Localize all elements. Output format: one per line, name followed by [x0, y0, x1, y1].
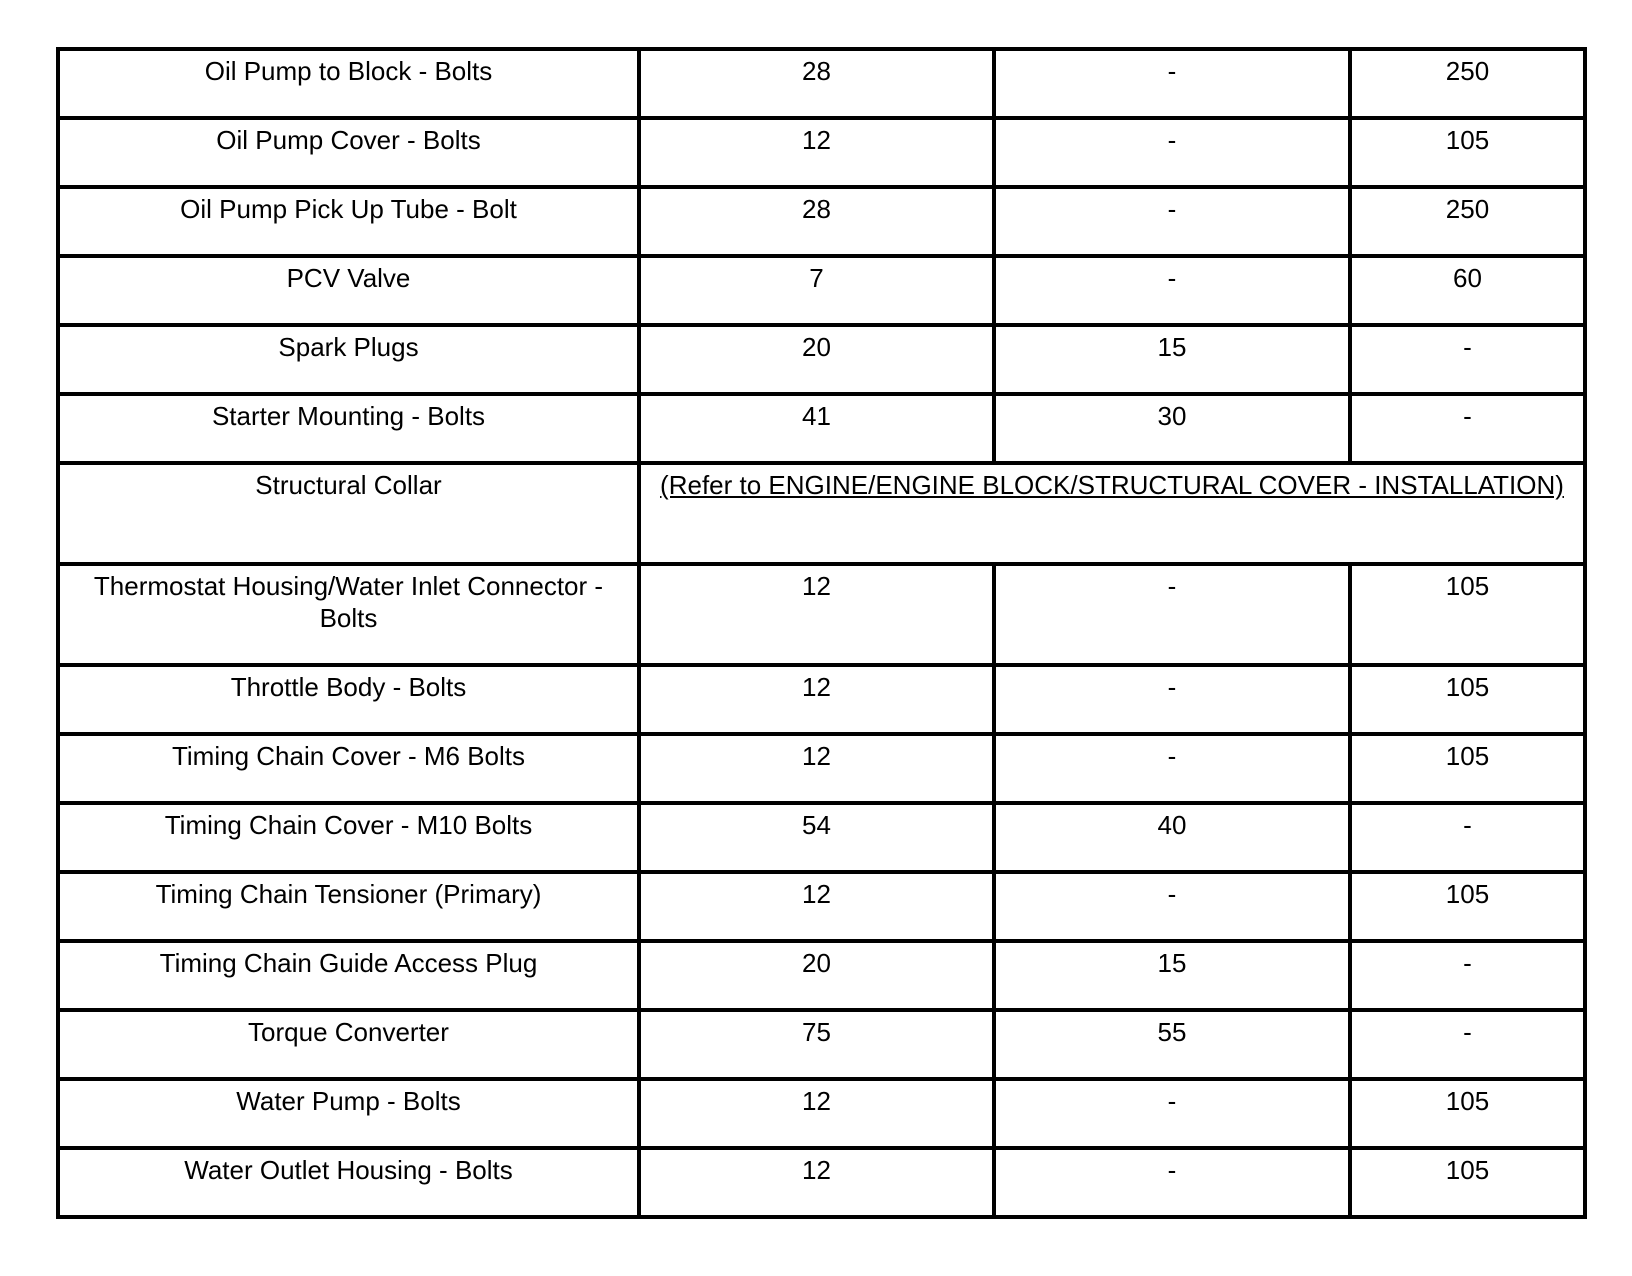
- structural-cover-installation-link[interactable]: (Refer to ENGINE/ENGINE BLOCK/STRUCTURAL COVER - INSTALLATION): [660, 470, 1564, 500]
- inlbs-cell: -: [1350, 325, 1585, 394]
- inlbs-cell: -: [1350, 803, 1585, 872]
- ftlbs-cell: -: [994, 256, 1350, 325]
- table-row: [58, 803, 1585, 872]
- inlbs-cell: 105: [1350, 1079, 1585, 1148]
- inlbs-cell: -: [1350, 941, 1585, 1010]
- inlbs-cell: 105: [1350, 1148, 1585, 1217]
- nm-cell: 54: [639, 803, 994, 872]
- table-row: [58, 256, 1585, 325]
- inlbs-cell: 250: [1350, 187, 1585, 256]
- ftlbs-cell: -: [994, 1148, 1350, 1217]
- description-cell: Water Pump - Bolts: [58, 1079, 639, 1148]
- nm-cell: 12: [639, 1079, 994, 1148]
- table-row: [58, 941, 1585, 1010]
- nm-cell: 75: [639, 1010, 994, 1079]
- nm-cell: 12: [639, 564, 994, 665]
- description-cell: Timing Chain Tensioner (Primary): [58, 872, 639, 941]
- ftlbs-cell: 15: [994, 941, 1350, 1010]
- ftlbs-cell: 55: [994, 1010, 1350, 1079]
- ftlbs-cell: -: [994, 872, 1350, 941]
- ftlbs-cell: 30: [994, 394, 1350, 463]
- table-body: [58, 49, 1585, 1217]
- inlbs-cell: 60: [1350, 256, 1585, 325]
- inlbs-cell: -: [1350, 1010, 1585, 1079]
- ftlbs-cell: 15: [994, 325, 1350, 394]
- description-cell: Spark Plugs: [58, 325, 639, 394]
- nm-cell: 12: [639, 1148, 994, 1217]
- description-cell: Throttle Body - Bolts: [58, 665, 639, 734]
- ftlbs-cell: -: [994, 1079, 1350, 1148]
- reference-cell: [639, 463, 1585, 564]
- ftlbs-cell: -: [994, 187, 1350, 256]
- inlbs-cell: -: [1350, 394, 1585, 463]
- nm-cell: 12: [639, 872, 994, 941]
- table-row: [58, 49, 1585, 118]
- nm-cell: 20: [639, 325, 994, 394]
- ftlbs-cell: -: [994, 665, 1350, 734]
- inlbs-cell: 105: [1350, 734, 1585, 803]
- description-cell: Timing Chain Cover - M10 Bolts: [58, 803, 639, 872]
- table-row: [58, 1148, 1585, 1217]
- description-cell: PCV Valve: [58, 256, 639, 325]
- description-cell: Water Outlet Housing - Bolts: [58, 1148, 639, 1217]
- table-row: [58, 665, 1585, 734]
- ftlbs-cell: -: [994, 118, 1350, 187]
- inlbs-cell: 105: [1350, 564, 1585, 665]
- description-cell: Thermostat Housing/Water Inlet Connector - Bolts: [58, 564, 639, 665]
- nm-cell: 12: [639, 734, 994, 803]
- table-row: [58, 325, 1585, 394]
- description-cell: Starter Mounting - Bolts: [58, 394, 639, 463]
- description-cell: Oil Pump Pick Up Tube - Bolt: [58, 187, 639, 256]
- description-cell: Oil Pump to Block - Bolts: [58, 49, 639, 118]
- ftlbs-cell: -: [994, 734, 1350, 803]
- description-cell: Torque Converter: [58, 1010, 639, 1079]
- table-row: [58, 1010, 1585, 1079]
- table-row: [58, 734, 1585, 803]
- nm-cell: 12: [639, 118, 994, 187]
- inlbs-cell: 105: [1350, 118, 1585, 187]
- table-row: [58, 187, 1585, 256]
- description-cell: Oil Pump Cover - Bolts: [58, 118, 639, 187]
- inlbs-cell: 250: [1350, 49, 1585, 118]
- nm-cell: 28: [639, 187, 994, 256]
- description-cell: Structural Collar: [58, 463, 639, 564]
- table-row-reference: [58, 463, 1585, 564]
- description-cell: Timing Chain Guide Access Plug: [58, 941, 639, 1010]
- nm-cell: 28: [639, 49, 994, 118]
- table-row: [58, 1079, 1585, 1148]
- ftlbs-cell: -: [994, 49, 1350, 118]
- ftlbs-cell: -: [994, 564, 1350, 665]
- table-row: [58, 118, 1585, 187]
- nm-cell: 12: [639, 665, 994, 734]
- inlbs-cell: 105: [1350, 665, 1585, 734]
- ftlbs-cell: 40: [994, 803, 1350, 872]
- table-row: [58, 564, 1585, 665]
- nm-cell: 20: [639, 941, 994, 1010]
- table-row: [58, 872, 1585, 941]
- torque-specification-table: [56, 47, 1587, 1219]
- table-row: [58, 394, 1585, 463]
- nm-cell: 41: [639, 394, 994, 463]
- nm-cell: 7: [639, 256, 994, 325]
- inlbs-cell: 105: [1350, 872, 1585, 941]
- description-cell: Timing Chain Cover - M6 Bolts: [58, 734, 639, 803]
